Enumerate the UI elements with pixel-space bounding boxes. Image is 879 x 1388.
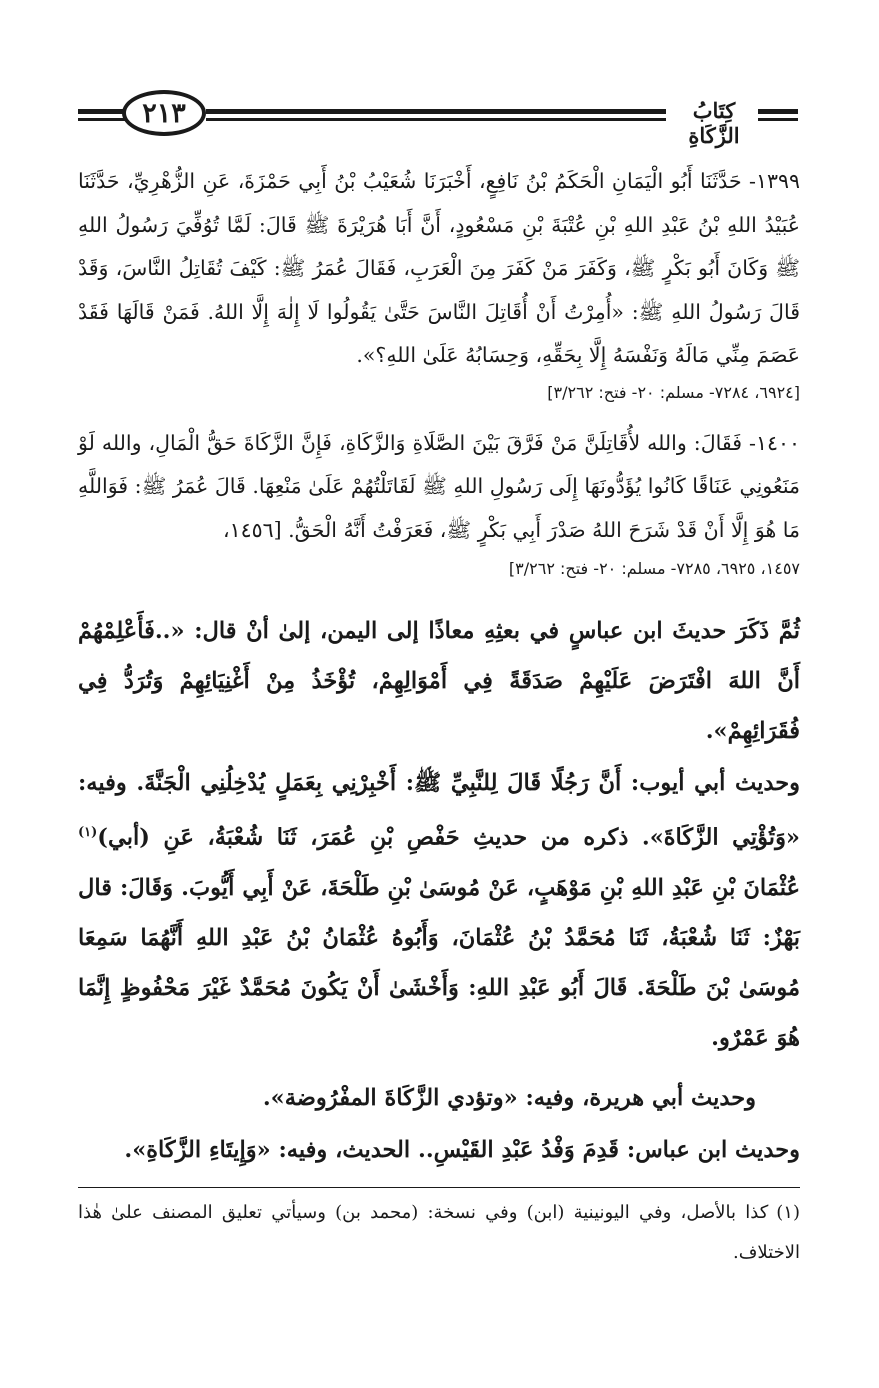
header-rule-middle <box>206 109 666 122</box>
footnote-text: كذا بالأصل، وفي اليونينية (ابن) وفي نسخة: (محمد بن) وسيأتي تعليق المصنف علىٰ هٰذا الاختلاف. <box>78 1202 800 1263</box>
commentary-ibn-abbas-abd-al-qays: وحديث ابن عباس: قَدِمَ وَفْدُ عَبْدِ القَيْسِ.. الحديث، وفيه: «وَإِيتَاءِ الزَّكَاةِ». <box>124 1136 800 1163</box>
hadith-1399: ١٣٩٩- حَدَّثَنَا أَبُو الْيَمَانِ الْحَكَمُ بْنُ نَافِعٍ، أَخْبَرَنَا شُعَيْبُ بْنُ أَبِي حَمْزَةَ، عَنِ الزُّهْرِيِّ، حَدَّثَنَا عُبَيْدُ اللهِ بْنُ عَبْدِ اللهِ بْنِ عُتْبَةَ بْنِ مَسْعُودٍ، أَنَّ أَبَا هُرَيْرَةَ ﷺ قَالَ: لَمَّا تُوُفِّيَ رَسُولُ اللهِ ﷺ وَكَانَ أَبُو بَكْرٍ ﷺ، وَكَفَرَ مَنْ كَفَرَ مِنَ الْعَرَبِ، فَقَالَ عُمَرُ ﷺ: كَيْفَ تُقَاتِلُ النَّاسَ، وَقَدْ قَالَ رَسُولُ اللهِ ﷺ: «أُمِرْتُ أَنْ أُقَاتِلَ النَّاسَ حَتَّىٰ يَقُولُوا لَا إِلٰهَ إِلَّا اللهُ. فَمَنْ قَالَهَا فَقَدْ عَصَمَ مِنِّي مَالَهُ وَنَفْسَهُ إِلَّا بِحَقِّهِ، وَحِسَابُهُ عَلَىٰ اللهِ؟». <box>78 169 800 367</box>
commentary-abu-ayyub-part-2: عُثْمَانَ بْنِ عَبْدِ اللهِ بْنِ مَوْهَبٍ، عَنْ مُوسَىٰ بْنِ طَلْحَةَ، عَنْ أَبِي أَيُّوبَ. وَقَالَ: قال بَهْزٌ: ثَنَا شُعْبَةُ، ثَنَا مُحَمَّدُ بْنُ عُثْمَانَ، وَأَبُوهُ عُثْمَانُ بْنُ عَبْدِ اللهِ أَنَّهُمَا سَمِعَا مُوسَىٰ بْنَ طَلْحَةَ. قَالَ أَبُو عَبْدِ اللهِ: وَأَخْشَىٰ أَنْ يَكُونَ مُحَمَّدٌ غَيْرَ مَحْفُوظٍ إِنَّمَا هُوَ عَمْرٌو. <box>78 874 800 1051</box>
page-header <box>78 88 798 148</box>
commentary-ibn-abbas-muadh: ثُمَّ ذَكَرَ حديثَ ابن عباسٍ في بعثِهِ معاذًا إلى اليمن، إلىٰ أنْ قال: «..فَأَعْلِمْهُمْ أَنَّ اللهَ افْتَرَضَ عَلَيْهِمْ صَدَقَةً فِي أَمْوَالِهِمْ، تُؤْخَذُ مِنْ أَغْنِيَائِهِمْ وَتُرَدُّ فِي فُقَرَائِهِمْ». <box>78 618 800 744</box>
footnote <box>78 1193 800 1273</box>
footnote-marker: (١) <box>78 825 98 840</box>
header-rule-left <box>78 109 126 122</box>
commentary-abu-ayyub-part-1: وحديث أبي أيوب: أَنَّ رَجُلًا قَالَ لِلنَّبِيِّ ﷺ: أَخْبِرْنِي بِعَمَلٍ يُدْخِلُنِي الْجَنَّةَ. وفيه: «وَتُؤْتِي الزَّكَاةَ». ذكره من حديثِ حَفْصِ بْنِ عُمَرَ، ثَنَا شُعْبَةُ، عَنِ (أبي) <box>78 770 800 851</box>
page-number: ٢١٣ <box>122 90 206 136</box>
footnote-divider <box>78 1187 800 1188</box>
reference-1399: [٦٩٢٤، ٧٢٨٤- مسلم: ٢٠- فتح: ٣/٢٦٢] <box>547 382 800 402</box>
running-title: كِتَابُ الزَّكَاةِ <box>688 98 740 148</box>
header-rule-right <box>758 109 798 122</box>
hadith-1400: ١٤٠٠- فَقَالَ: والله لأُقَاتِلَنَّ مَنْ فَرَّقَ بَيْنَ الصَّلَاةِ وَالزَّكَاةِ، فَإِنَّ الزَّكَاةَ حَقُّ الْمَالِ، والله لَوْ مَنَعُونِي عَنَاقًا كَانُوا يُؤَدُّونَهَا إِلَى رَسُولِ اللهِ ﷺ لَقَاتَلْتُهُمْ عَلَىٰ مَنْعِهَا. قَالَ عُمَرُ ﷺ: فَوَاللَّهِ مَا هُوَ إِلَّا أَنْ قَدْ شَرَحَ اللهُ صَدْرَ أَبِي بَكْرٍ ﷺ، فَعَرَفْتُ أَنَّهُ الْحَقُّ. [١٤٥٦، <box>78 430 800 542</box>
reference-1400: ١٤٥٧، ٦٩٢٥، ٧٢٨٥- مسلم: ٢٠- فتح: ٣/٢٦٢] <box>508 559 800 578</box>
spacer <box>78 1065 800 1073</box>
main-text <box>78 160 800 1177</box>
footnote-number: (١) <box>776 1202 800 1223</box>
commentary-abu-hurayra: وحديث أبي هريرة، وفيه: «وتؤدي الزَّكَاةَ المفْرُوضة». <box>262 1084 756 1111</box>
commentary-abu-ayyub <box>78 758 800 1063</box>
